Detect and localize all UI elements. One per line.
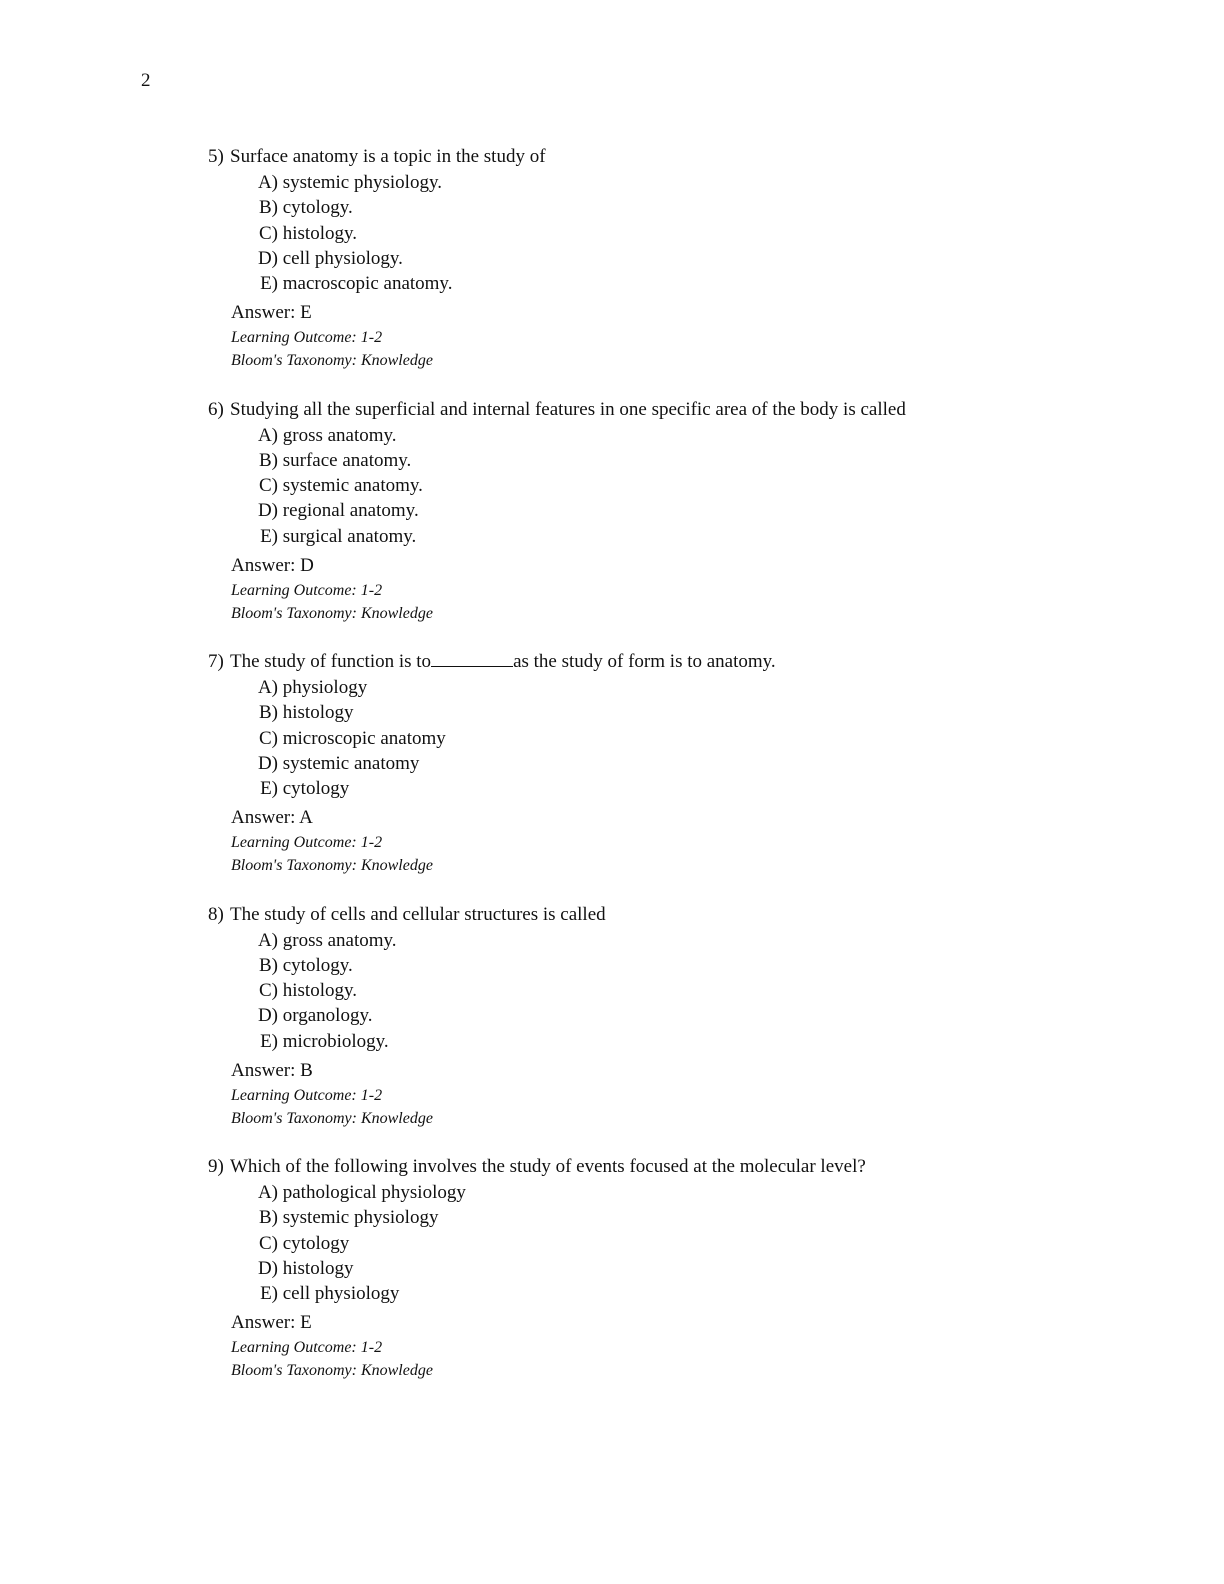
option-letter: A) <box>257 172 278 193</box>
page-number: 2 <box>141 70 151 91</box>
option-text: histology. <box>282 980 357 1002</box>
answer-options <box>248 170 452 296</box>
option-letter: E) <box>260 273 278 295</box>
option-letter: B) <box>259 449 278 471</box>
answer-key: Answer: E <box>231 1312 312 1333</box>
answer-options <box>248 928 397 1054</box>
learning-outcome: Learning Outcome: 1-2 <box>231 1339 383 1356</box>
option-letter: C) <box>259 475 278 497</box>
question-number: 8) <box>208 903 224 925</box>
option-letter: D) <box>257 1005 278 1027</box>
answer-options <box>248 675 446 801</box>
question-stem <box>208 1154 866 1179</box>
blooms-taxonomy: Bloom's Taxonomy: Knowledge <box>231 352 433 369</box>
option-d <box>248 751 446 776</box>
option-text: cytology <box>282 778 350 800</box>
option-d <box>248 246 452 271</box>
question-number: 5) <box>208 146 224 167</box>
question-5 <box>0 144 1224 397</box>
option-a <box>248 928 397 953</box>
option-c <box>248 1231 466 1256</box>
question-stem <box>208 144 546 169</box>
question-text: Studying all the superficial and internal features in one specific area of the body is called <box>230 398 906 420</box>
question-7 <box>0 649 1224 902</box>
option-text: cytology. <box>282 197 353 219</box>
option-text: regional anatomy. <box>282 500 419 522</box>
option-d <box>248 498 423 523</box>
question-8 <box>0 902 1224 1155</box>
option-d <box>248 1003 397 1028</box>
option-letter: E) <box>260 1030 278 1052</box>
answer-options <box>248 1180 466 1306</box>
option-text: organology. <box>282 1005 373 1027</box>
answer-key: Answer: A <box>231 807 313 828</box>
blooms-taxonomy: Bloom's Taxonomy: Knowledge <box>231 1109 433 1127</box>
option-e <box>248 776 446 801</box>
option-e <box>248 524 423 549</box>
blooms-taxonomy: Bloom's Taxonomy: Knowledge <box>231 1362 433 1379</box>
option-text: microscopic anatomy <box>282 727 446 749</box>
option-letter: A) <box>257 677 278 698</box>
option-text: histology <box>282 1257 354 1279</box>
question-text: Which of the following involves the study of events focused at the molecular level? <box>230 1156 866 1177</box>
question-number: 9) <box>208 1156 224 1177</box>
option-letter: E) <box>260 525 278 547</box>
learning-outcome: Learning Outcome: 1-2 <box>231 581 383 599</box>
option-text: physiology <box>282 677 368 698</box>
question-6 <box>0 397 1224 650</box>
answer-key: Answer: D <box>231 554 314 576</box>
option-letter: A) <box>257 929 278 951</box>
option-text: cytology <box>282 1232 350 1254</box>
option-text: systemic physiology. <box>282 172 442 193</box>
question-number: 6) <box>208 398 224 420</box>
option-letter: A) <box>257 1182 278 1203</box>
option-text: histology <box>282 702 354 724</box>
learning-outcome: Learning Outcome: 1-2 <box>231 1086 383 1104</box>
option-letter: A) <box>257 424 278 446</box>
option-e <box>248 1281 466 1306</box>
option-c <box>248 473 423 498</box>
blooms-taxonomy: Bloom's Taxonomy: Knowledge <box>231 604 433 622</box>
option-text: surgical anatomy. <box>282 525 417 547</box>
option-a <box>248 675 446 700</box>
option-letter: D) <box>257 247 278 269</box>
option-letter: C) <box>259 727 278 749</box>
option-text: cell physiology. <box>282 247 403 269</box>
option-b <box>248 953 397 978</box>
option-letter: B) <box>259 702 278 724</box>
option-letter: D) <box>257 752 278 774</box>
learning-outcome: Learning Outcome: 1-2 <box>231 329 383 346</box>
option-b <box>248 195 452 220</box>
option-letter: D) <box>257 500 278 522</box>
option-text: systemic anatomy. <box>282 475 423 497</box>
option-c <box>248 978 397 1003</box>
option-text: histology. <box>282 222 357 244</box>
answer-options <box>248 423 423 549</box>
option-a <box>248 170 452 195</box>
option-letter: B) <box>259 954 278 976</box>
option-c <box>248 221 452 246</box>
option-text: systemic physiology <box>282 1207 439 1229</box>
option-letter: C) <box>259 1232 278 1254</box>
question-text: The study of cells and cellular structures is called <box>230 903 606 925</box>
option-a <box>248 423 423 448</box>
question-stem <box>208 397 906 422</box>
question-stem <box>208 649 776 674</box>
option-text: macroscopic anatomy. <box>282 273 453 295</box>
question-text-after-blank: as the study of form is to anatomy. <box>513 651 776 672</box>
option-c <box>248 726 446 751</box>
option-letter: D) <box>257 1257 278 1279</box>
option-letter: E) <box>260 778 278 800</box>
learning-outcome: Learning Outcome: 1-2 <box>231 834 383 851</box>
question-9 <box>0 1154 1224 1407</box>
fill-in-blank <box>431 650 513 667</box>
blooms-taxonomy: Bloom's Taxonomy: Knowledge <box>231 857 433 874</box>
option-text: cell physiology <box>282 1283 400 1305</box>
option-letter: C) <box>259 980 278 1002</box>
option-text: microbiology. <box>282 1030 389 1052</box>
option-text: cytology. <box>282 954 353 976</box>
question-number: 7) <box>208 651 224 672</box>
option-b <box>248 700 446 725</box>
answer-key: Answer: E <box>231 302 312 323</box>
option-text: surface anatomy. <box>282 449 412 471</box>
question-text: Surface anatomy is a topic in the study of <box>230 146 546 167</box>
option-letter: E) <box>260 1283 278 1305</box>
question-list <box>0 144 1224 1407</box>
answer-key: Answer: B <box>231 1059 313 1081</box>
option-e <box>248 271 452 296</box>
question-stem <box>208 902 606 927</box>
option-letter: B) <box>259 1207 278 1229</box>
option-letter: B) <box>259 197 278 219</box>
option-b <box>248 1205 466 1230</box>
option-text: gross anatomy. <box>282 929 397 951</box>
option-text: pathological physiology <box>282 1182 466 1203</box>
option-e <box>248 1029 397 1054</box>
option-b <box>248 448 423 473</box>
option-text: systemic anatomy <box>282 752 420 774</box>
option-text: gross anatomy. <box>282 424 397 446</box>
option-d <box>248 1256 466 1281</box>
option-letter: C) <box>259 222 278 244</box>
option-a <box>248 1180 466 1205</box>
question-text-before-blank: The study of function is to <box>230 651 432 672</box>
